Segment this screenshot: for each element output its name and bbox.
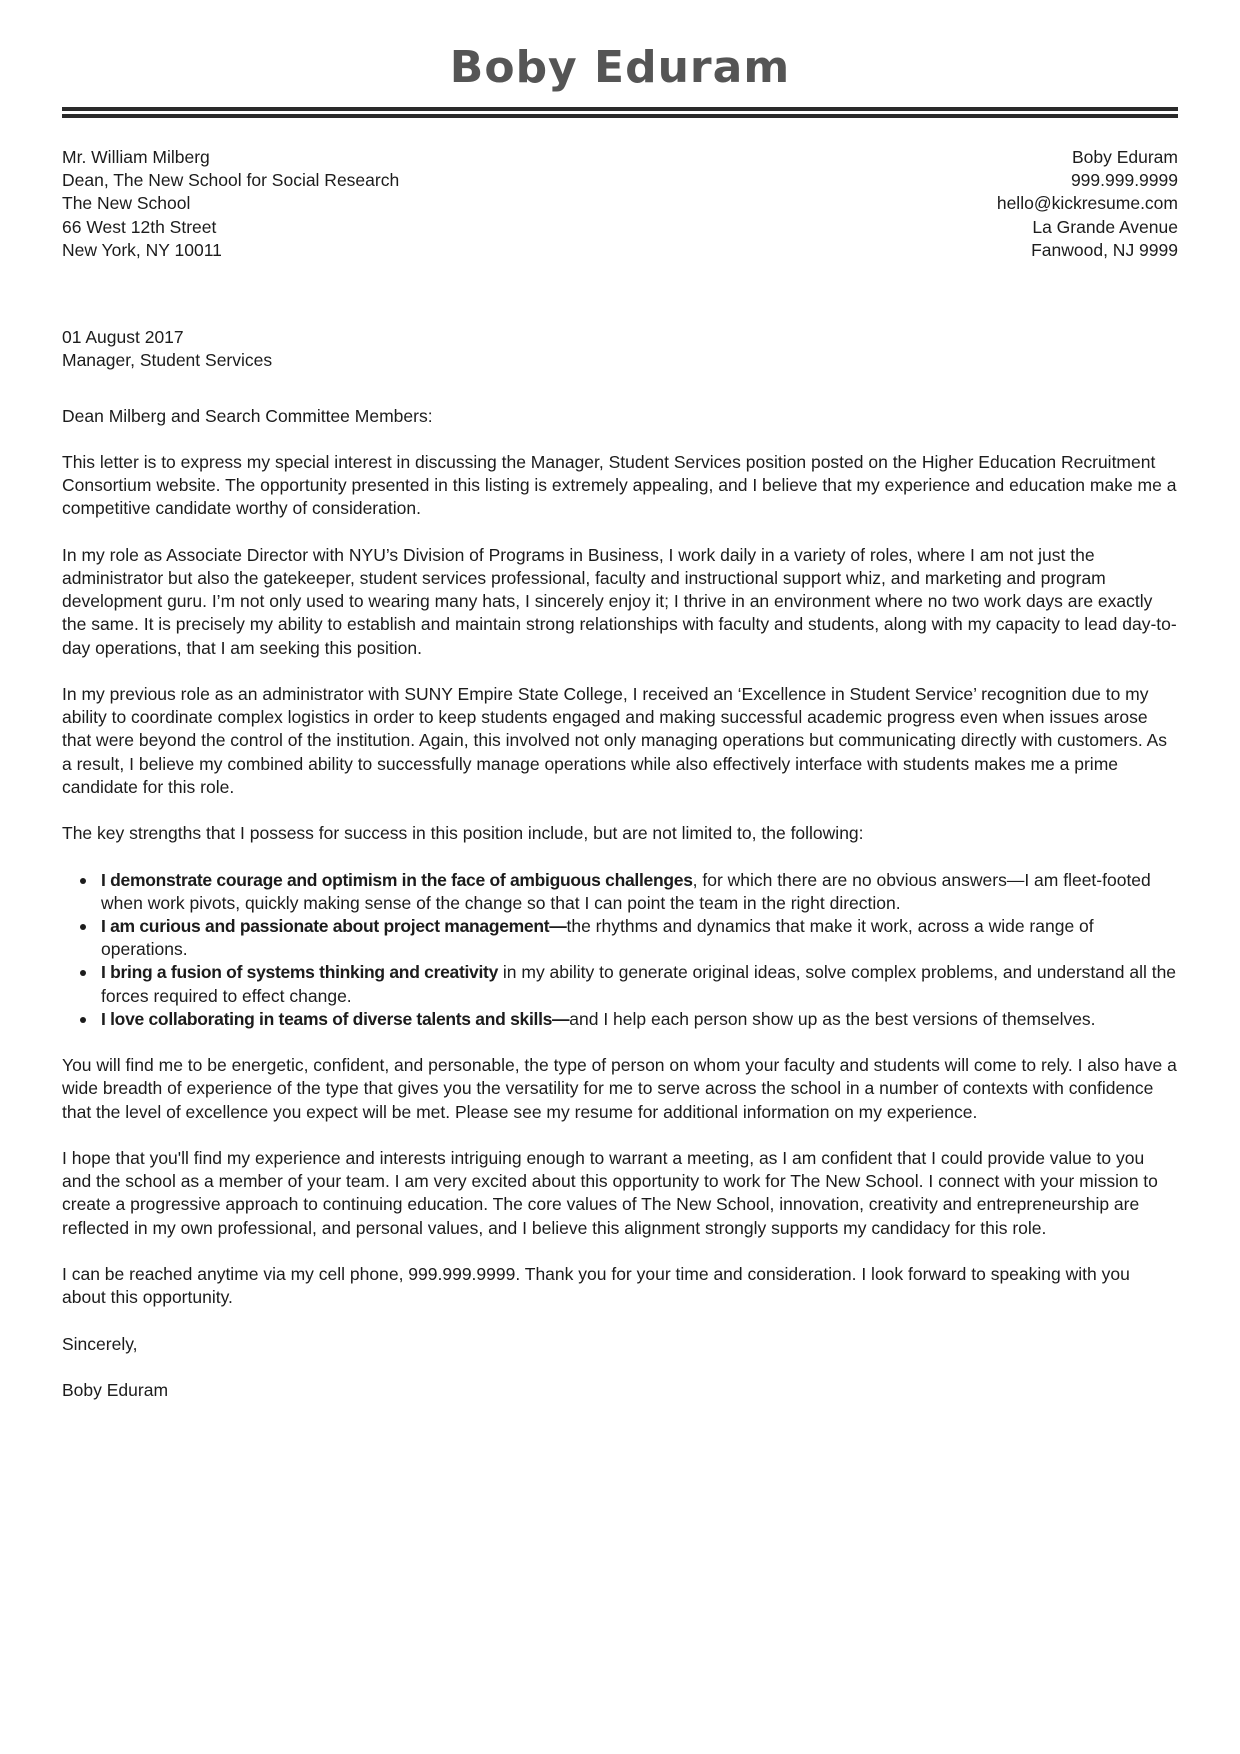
paragraph-current-role: In my role as Associate Director with NYU’s Division of Programs in Business, I work daily in a variety of roles, where I am not just the administrator but also the gatekeeper, student services professional, faculty and instructional support whiz, and marketing and program development guru. I’m not only used to wearing many hats, I sincerely enjoy it; I thrive in an environment where no two work days are exactly the same. It is precisely my ability to establish and maintain strong relationships with faculty and students, along with my capacity to lead day-to-day operations, that I am seeking this position. (62, 544, 1177, 658)
strengths-list (62, 869, 1178, 1031)
paragraph-strengths-intro: The key strengths that I possess for success in this position include, but are not limited to, the following: (62, 823, 864, 844)
strength-highlight: I bring a fusion of systems thinking and creativity (101, 962, 499, 983)
sender-phone: 999.999.9999 (1070, 170, 1178, 191)
recipient-street: 66 West 12th Street (62, 216, 217, 237)
salutation: Dean Milberg and Search Committee Members: (62, 405, 433, 426)
strength-detail: , for which there are no obvious answers—I am fleet-footed when work pivots, quickly making sense of the change so that I can point the team in the right direction. (101, 869, 1151, 913)
sign-off: Sincerely, (62, 1333, 138, 1354)
strength-detail: and I help each person show up as the best versions of themselves. (569, 1008, 1096, 1029)
list-item (101, 961, 1178, 1007)
strength-highlight: I am curious and passionate about project management— (101, 915, 567, 936)
sender-contact (997, 146, 1178, 262)
strength-detail: the rhythms and dynamics that make it work, across a wide range of operations. (101, 915, 1094, 960)
header-rule-bottom (62, 114, 1178, 118)
recipient-name: Mr. William Milberg (62, 147, 210, 167)
sender-name: Boby Eduram (1071, 147, 1178, 167)
letter-body (62, 326, 1178, 1402)
page-title: Boby Eduram (449, 42, 791, 93)
strength-highlight: I love collaborating in teams of diverse talents and skills— (101, 1008, 570, 1029)
recipient-organization: The New School (62, 193, 191, 214)
list-item (101, 869, 1178, 915)
header-rule-top (62, 107, 1178, 111)
recipient-address (62, 146, 399, 262)
signature: Boby Eduram (62, 1379, 169, 1400)
list-item (101, 1008, 1178, 1031)
letter-position: Manager, Student Services (62, 350, 273, 371)
recipient-city: New York, NY 10011 (62, 239, 222, 260)
paragraph-meeting-request: I hope that you'll find my experience and interests intriguing enough to warrant a meeting, as I am confident that I could provide value to you and the school as a member of your team. I am very excited about this opportunity to work for The New School. I connect with your mission to create a progressive approach to continuing education. The core values of The New School, innovation, creativity and entrepreneurship are reflected in my own professional, and personal values, and I believe this alignment strongly supports my candidacy for this role. (62, 1147, 1158, 1238)
sender-email: hello@kickresume.com (996, 193, 1178, 214)
letter-date: 01 August 2017 (62, 327, 184, 347)
sender-street: La Grande Avenue (1032, 216, 1178, 237)
recipient-title: Dean, The New School for Social Research (62, 170, 400, 191)
paragraph-previous-role: In my previous role as an administrator with SUNY Empire State College, I received an ‘Excellence in Student Service’ recognition due to my ability to coordinate complex logistics in order to keep students engaged and making successful academic progress even when issues arose that were beyond the control of the institution. Again, this involved not only managing operations but communicating directly with customers. As a result, I believe my combined ability to successfully manage operations while also effectively interface with students makes me a prime candidate for this role. (62, 683, 1168, 797)
sender-city: Fanwood, NJ 9999 (1031, 239, 1178, 260)
paragraph-contact: I can be reached anytime via my cell phone, 999.999.9999. Thank you for your time and consideration. I look forward to speaking with you about this opportunity. (62, 1263, 1130, 1308)
strength-highlight: I demonstrate courage and optimism in the face of ambiguous challenges (101, 869, 693, 890)
paragraph-personality: You will find me to be energetic, confident, and personable, the type of person on whom your faculty and students will come to rely. I also have a wide breadth of experience of the type that gives you the versatility for me to serve across the school in a number of contexts with confidence that the level of excellence you expect will be met. Please see my resume for additional information on my experience. (62, 1055, 1177, 1122)
list-item (101, 915, 1178, 961)
paragraph-intro: This letter is to express my special interest in discussing the Manager, Student Services position posted on the Higher Education Recruitment Consortium website. The opportunity presented in this listing is extremely appealing, and I believe that my experience and education make me a competitive candidate worthy of consideration. (62, 451, 1177, 519)
strength-detail: in my ability to generate original ideas, solve complex problems, and understand all the forces required to effect change. (101, 962, 1177, 1006)
